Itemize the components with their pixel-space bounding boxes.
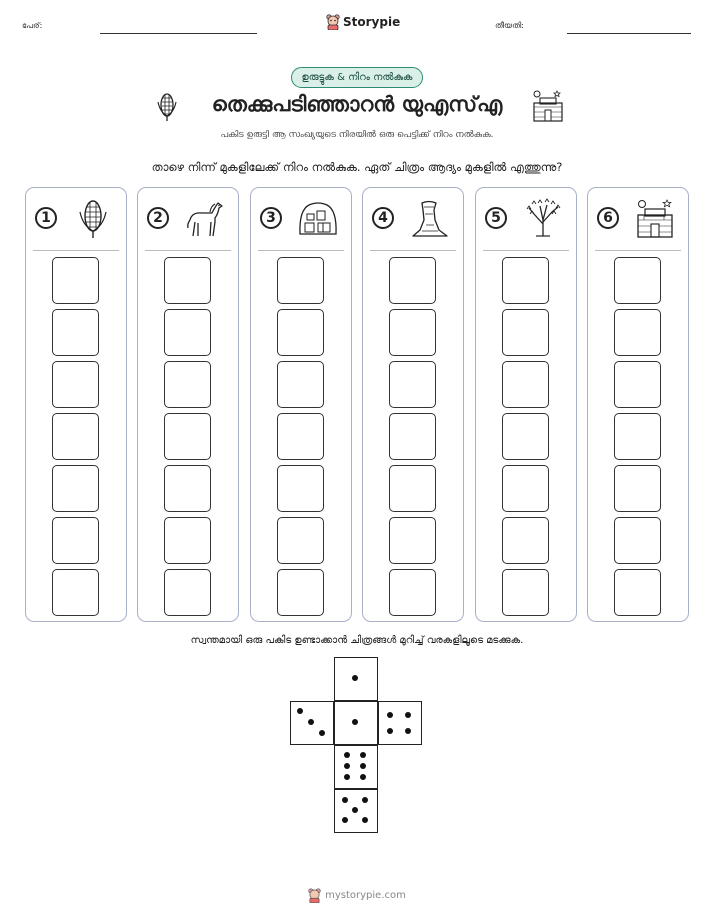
color-box[interactable] — [277, 517, 324, 564]
dice-instruction: സ്വന്തമായി ഒരു പകിട ഉണ്ടാക്കാൻ ചിത്രങ്ങൾ മുറിച്ച് വരകളിലൂടെ മടക്കുക. — [190, 635, 524, 646]
dice-pip — [308, 719, 314, 725]
color-box[interactable] — [389, 465, 436, 512]
color-box[interactable] — [389, 413, 436, 460]
color-box[interactable] — [502, 517, 549, 564]
dice-face-5[interactable] — [334, 789, 378, 833]
dice-pip — [344, 774, 350, 780]
dice-pip — [387, 728, 393, 734]
column-2 — [137, 187, 239, 622]
color-box[interactable] — [614, 309, 661, 356]
pueblo-night-icon — [634, 198, 676, 240]
color-box[interactable] — [164, 309, 211, 356]
column-1 — [25, 187, 127, 622]
corn-icon — [72, 198, 114, 240]
color-box[interactable] — [164, 361, 211, 408]
color-box[interactable] — [614, 517, 661, 564]
dice-pip — [352, 719, 358, 725]
dice-pip — [319, 730, 325, 736]
color-box[interactable] — [502, 465, 549, 512]
dice-pip — [405, 728, 411, 734]
column-number: 4 — [372, 207, 394, 229]
color-box[interactable] — [277, 569, 324, 616]
column-number: 5 — [485, 207, 507, 229]
activity-badge: ഉരുട്ടുക & നിറം നൽകുക — [291, 67, 424, 88]
rock-butte-icon — [409, 198, 451, 240]
column-number: 3 — [260, 207, 282, 229]
dice-pip — [297, 708, 303, 714]
date-label: തീയതി: — [495, 21, 524, 30]
color-box[interactable] — [389, 569, 436, 616]
brand-logo — [326, 14, 400, 30]
color-box[interactable] — [277, 361, 324, 408]
column-divider — [370, 250, 456, 251]
dice-face-1[interactable] — [334, 657, 378, 701]
color-box[interactable] — [502, 257, 549, 304]
column-4 — [362, 187, 464, 622]
color-box[interactable] — [277, 309, 324, 356]
dice-pip — [362, 797, 368, 803]
name-label: പേര്: — [22, 21, 43, 30]
column-3 — [250, 187, 352, 622]
color-box[interactable] — [502, 569, 549, 616]
brand-name: Storypie — [343, 15, 401, 29]
color-box[interactable] — [164, 517, 211, 564]
color-box[interactable] — [277, 465, 324, 512]
page-title: തെക്കുപടിഞ്ഞാറൻ യുഎസ്എ — [211, 92, 503, 116]
dice-pip — [352, 675, 358, 681]
color-box[interactable] — [502, 309, 549, 356]
bear-logo-icon — [308, 888, 321, 903]
subtitle: പകിട ഉരുട്ടി ആ സംഖ്യയുടെ നിരയിൽ ഒരു പെട്ടിക്ക് നിറം നൽകുക. — [220, 130, 494, 140]
corn-icon — [156, 92, 178, 122]
dice-face-3[interactable] — [290, 701, 334, 745]
dice-pip — [344, 752, 350, 758]
name-line[interactable] — [100, 33, 257, 34]
column-number: 1 — [35, 207, 57, 229]
footer — [0, 888, 714, 903]
color-box[interactable] — [52, 309, 99, 356]
pueblo-night-icon — [531, 89, 565, 123]
dice-pip — [342, 817, 348, 823]
column-divider — [33, 250, 119, 251]
dice-pip — [405, 712, 411, 718]
column-5 — [475, 187, 577, 622]
column-divider — [483, 250, 569, 251]
color-box[interactable] — [614, 569, 661, 616]
color-box[interactable] — [164, 465, 211, 512]
column-divider — [595, 250, 681, 251]
dice-pip — [344, 763, 350, 769]
color-box[interactable] — [614, 465, 661, 512]
color-box[interactable] — [52, 569, 99, 616]
bear-logo-icon — [326, 14, 340, 30]
color-box[interactable] — [52, 517, 99, 564]
color-box[interactable] — [614, 257, 661, 304]
dice-pip — [360, 774, 366, 780]
color-box[interactable] — [52, 257, 99, 304]
column-number: 2 — [147, 207, 169, 229]
dice-face-1[interactable] — [334, 701, 378, 745]
dice-pip — [360, 763, 366, 769]
dice-pip — [360, 752, 366, 758]
color-box[interactable] — [164, 569, 211, 616]
column-number: 6 — [597, 207, 619, 229]
instruction: താഴെ നിന്ന് മുകളിലേക്ക് നിറം നൽകുക. ഏത് ചിത്രം ആദ്യം മുകളിൽ എത്തുന്നു? — [151, 160, 563, 174]
date-line[interactable] — [567, 33, 691, 34]
dice-pip — [342, 797, 348, 803]
color-box[interactable] — [614, 413, 661, 460]
color-box[interactable] — [502, 361, 549, 408]
color-box[interactable] — [277, 257, 324, 304]
column-divider — [145, 250, 231, 251]
dice-face-6[interactable] — [334, 745, 378, 789]
dice-pip — [352, 807, 358, 813]
color-box[interactable] — [389, 309, 436, 356]
desert-tree-icon — [522, 198, 564, 240]
horse-icon — [184, 198, 226, 240]
color-box[interactable] — [389, 361, 436, 408]
footer-url[interactable]: mystorypie.com — [325, 890, 406, 901]
dice-pip — [362, 817, 368, 823]
dice-pip — [387, 712, 393, 718]
color-box[interactable] — [614, 361, 661, 408]
color-box[interactable] — [52, 413, 99, 460]
dice-face-4[interactable] — [378, 701, 422, 745]
color-box[interactable] — [164, 257, 211, 304]
column-6 — [587, 187, 689, 622]
color-box[interactable] — [52, 361, 99, 408]
color-box[interactable] — [277, 413, 324, 460]
color-box[interactable] — [52, 465, 99, 512]
column-divider — [258, 250, 344, 251]
cliff-dwelling-icon — [297, 198, 339, 240]
color-box[interactable] — [389, 517, 436, 564]
color-box[interactable] — [164, 413, 211, 460]
color-box[interactable] — [502, 413, 549, 460]
color-box[interactable] — [389, 257, 436, 304]
